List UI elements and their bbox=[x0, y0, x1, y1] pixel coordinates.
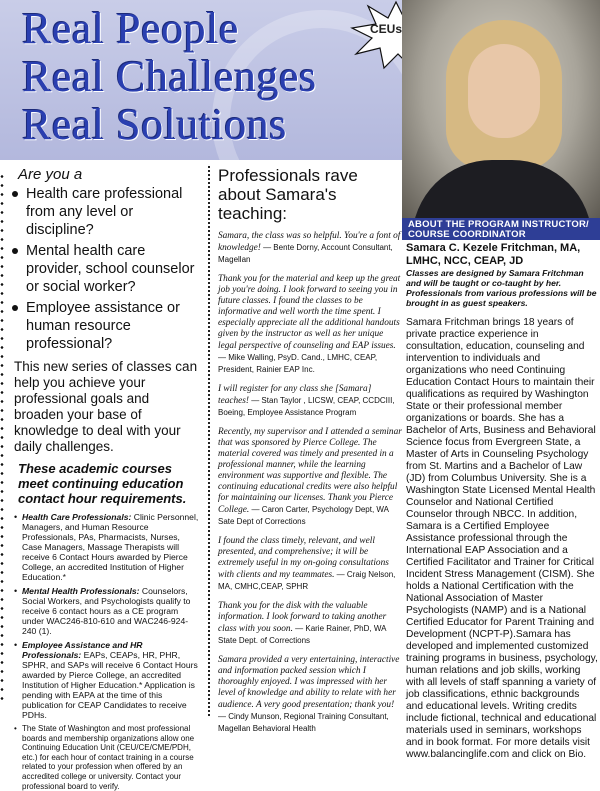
quote-text: I found the class timely, relevant, and well presented, and comprehensive; it will be extremely useful in my on-going consultations with clients and my teammates. bbox=[218, 536, 389, 580]
instructor-bio-column bbox=[406, 242, 598, 761]
instructor-tagline: Classes are designed by Samara Fritchman and will be taught or co-taught by her. Professionals from various professions will be brought in as guest speakers. bbox=[406, 268, 597, 308]
instructor-bio: Samara Fritchman brings 18 years of private practice experience in consultation, education, counseling and intervention to individuals and organizations who need Continuing Education Contact Hours to maintain their qualifications as required by Washington State or their professional member organizations or boards. She has a Bachelor of Arts, Business and Behavioral Science focus from Evergreen State, a Master of Arts in Counseling Psychology from St. Martins and a Bachelor of Law (JD) from Columbus University. She is a Washington State Licensed Mental Health Counselor and National Certified Counselor through NBCC. In addition, Samara is a Certified Employee Assistance professional through the International EAP Association and a Certified Facilitator and Trainer for Critical Incident Stress Management (CISM). She holds a National Certification with the National Association of Master Psychologists (NAMP) and is a National Certified Educator for Parent Training and Development (NCPT-P).Samara has developed and implemented customized training programs in business, psychology, human relations and job skills, working with all levels of staff spanning a variety of job classifications, ethnic backgrounds and educational levels. Writing credits include fictional, technical and educational materials used in seminars, workshops and in book format. For more details visit www.balancinglife.com and click on Bio. bbox=[406, 317, 598, 760]
quote-text: Samara provided a very entertaining, interactive and information packed session which I thoroughly enjoyed. I was impressed with her level of knowledge and ability to relate with her audience. A very good presentation; thank you! bbox=[218, 655, 400, 710]
instructor-caption-bar: ABOUT THE PROGRAM INSTRUCTOR/ COURSE COORDINATOR bbox=[402, 218, 600, 240]
credit-title: Mental Health Professionals: bbox=[22, 586, 140, 596]
credit-text: Counselors, Social Workers, and Psychologists qualify to receive 6 contact hours as a CE program under WAC246-810-610 and WAC246-924-240 (1). bbox=[22, 586, 191, 636]
intro-paragraph: This new series of classes can help you achieve your professional goals and broaden your base of knowledge to deal with your daily challenges. bbox=[14, 359, 198, 454]
quote-author: — Caron Carter, Psychology Dept, WA Sate Dept of Corrections bbox=[218, 505, 389, 526]
list-item bbox=[14, 586, 202, 636]
list-item: Mental health care provider, school counselor or social worker? bbox=[8, 242, 202, 296]
photo-face bbox=[468, 44, 540, 138]
testimonial bbox=[218, 536, 402, 593]
credit-list bbox=[14, 512, 202, 720]
testimonials-column bbox=[208, 166, 402, 733]
ceu-footnote: • The State of Washington and most professional boards and membership organizations allow one Continuing Education Unit (CEU/CE/CME/PDH, etc.) for each hour of contact training in a course related to your profession when offered by an accredited college or university. Contact your professional board to verify. bbox=[14, 724, 202, 791]
headline-line-2: Real Challenges bbox=[22, 52, 317, 101]
are-you-heading: Are you a bbox=[18, 166, 83, 183]
testimonial bbox=[218, 601, 402, 647]
quote-author: — Stan Taylor , LICSW, CEAP, CCDCIII, Boeing, Employee Assistance Program bbox=[218, 396, 395, 417]
credit-title: Employee Assistance and HR Professionals: bbox=[22, 640, 143, 660]
quote-author: — Karie Rainer, PhD, WA State Dept. of Corrections bbox=[218, 624, 386, 645]
quote-text: Samara, the class was so helpful. You're a font of knowledge! bbox=[218, 231, 401, 253]
credit-text: Clinic Personnel, Managers, and Human Resource Professionals, PAs, Pharmacists, Nurses, Case Managers, Massage Therapists will receive 6 Contact Hours awarded by Pierce College, an accredited Institution of Higher Education.* bbox=[22, 512, 199, 582]
instructor-photo bbox=[402, 0, 600, 218]
list-item: Health care professional from any level or discipline? bbox=[8, 185, 202, 239]
quote-author: — Cindy Munson, Regional Training Consultant, Magellan Behavioral Health bbox=[218, 712, 389, 733]
list-item: Employee assistance or human resource professional? bbox=[8, 299, 202, 353]
quote-text: I will register for any class she [Samara] teaches! bbox=[218, 384, 372, 406]
header-banner bbox=[0, 0, 402, 160]
testimonial bbox=[218, 274, 402, 376]
credit-title: Health Care Professionals: bbox=[22, 512, 132, 522]
ceus-label: CEUs bbox=[370, 22, 403, 36]
quote-text: Thank you for the material and keep up the great job you're doing. I look forward to seeing you in future classes. I found the classes to be informative and well worth the time spent. I especially appreciate all the additional handouts given by the instructor as well as her unique legal perspective of counseling and EAP issues. bbox=[218, 274, 401, 351]
quote-author: — Mike Walling, PsyD. Cand., LMHC, CEAP, President, Rainier EAP Inc. bbox=[218, 353, 378, 374]
list-item bbox=[14, 512, 202, 582]
quote-author: — Craig Nelson, MA, CMHC,CEAP, SPHR bbox=[218, 570, 396, 591]
credit-text: EAPs, CEAPs, HR, PHR, SPHR, and SAPs will receive 6 Contact Hours awarded by Pierce College, an accredited Institution of Higher Education.* Application is pending with EAPA at the time of this publication for CEAP Candidates to receive PDHs. bbox=[22, 650, 198, 720]
academic-statement: These academic courses meet continuing education contact hour requirements. bbox=[18, 461, 187, 506]
testimonials-heading: Professionals rave about Samara's teaching: bbox=[218, 166, 358, 223]
testimonial bbox=[218, 231, 402, 266]
instructor-name: Samara C. Kezele Fritchman, MA, LMHC, NCC, CEAP, JD bbox=[406, 242, 581, 267]
quote-author: — Bente Dorny, Account Consultant, Magellan bbox=[218, 243, 393, 264]
testimonial bbox=[218, 384, 402, 419]
headline-line-1: Real People bbox=[22, 4, 239, 53]
testimonial bbox=[218, 655, 402, 735]
audience-question-list bbox=[8, 185, 202, 353]
headline-line-3: Real Solutions bbox=[22, 100, 287, 149]
quote-text: Thank you for the disk with the valuable information. I look forward to taking another class with you soon. bbox=[218, 601, 387, 634]
list-item bbox=[14, 640, 202, 720]
left-column bbox=[4, 166, 202, 791]
quote-text: Recently, my supervisor and I attended a seminar that was sponsored by Pierce College. The material covered was timely and presented in a professional manner, while the learning environment was supportive and flexible. The continuing educational credits were also helpful for maintaining our licenses. Thank you Pierce College. bbox=[218, 427, 402, 515]
testimonial bbox=[218, 427, 402, 528]
